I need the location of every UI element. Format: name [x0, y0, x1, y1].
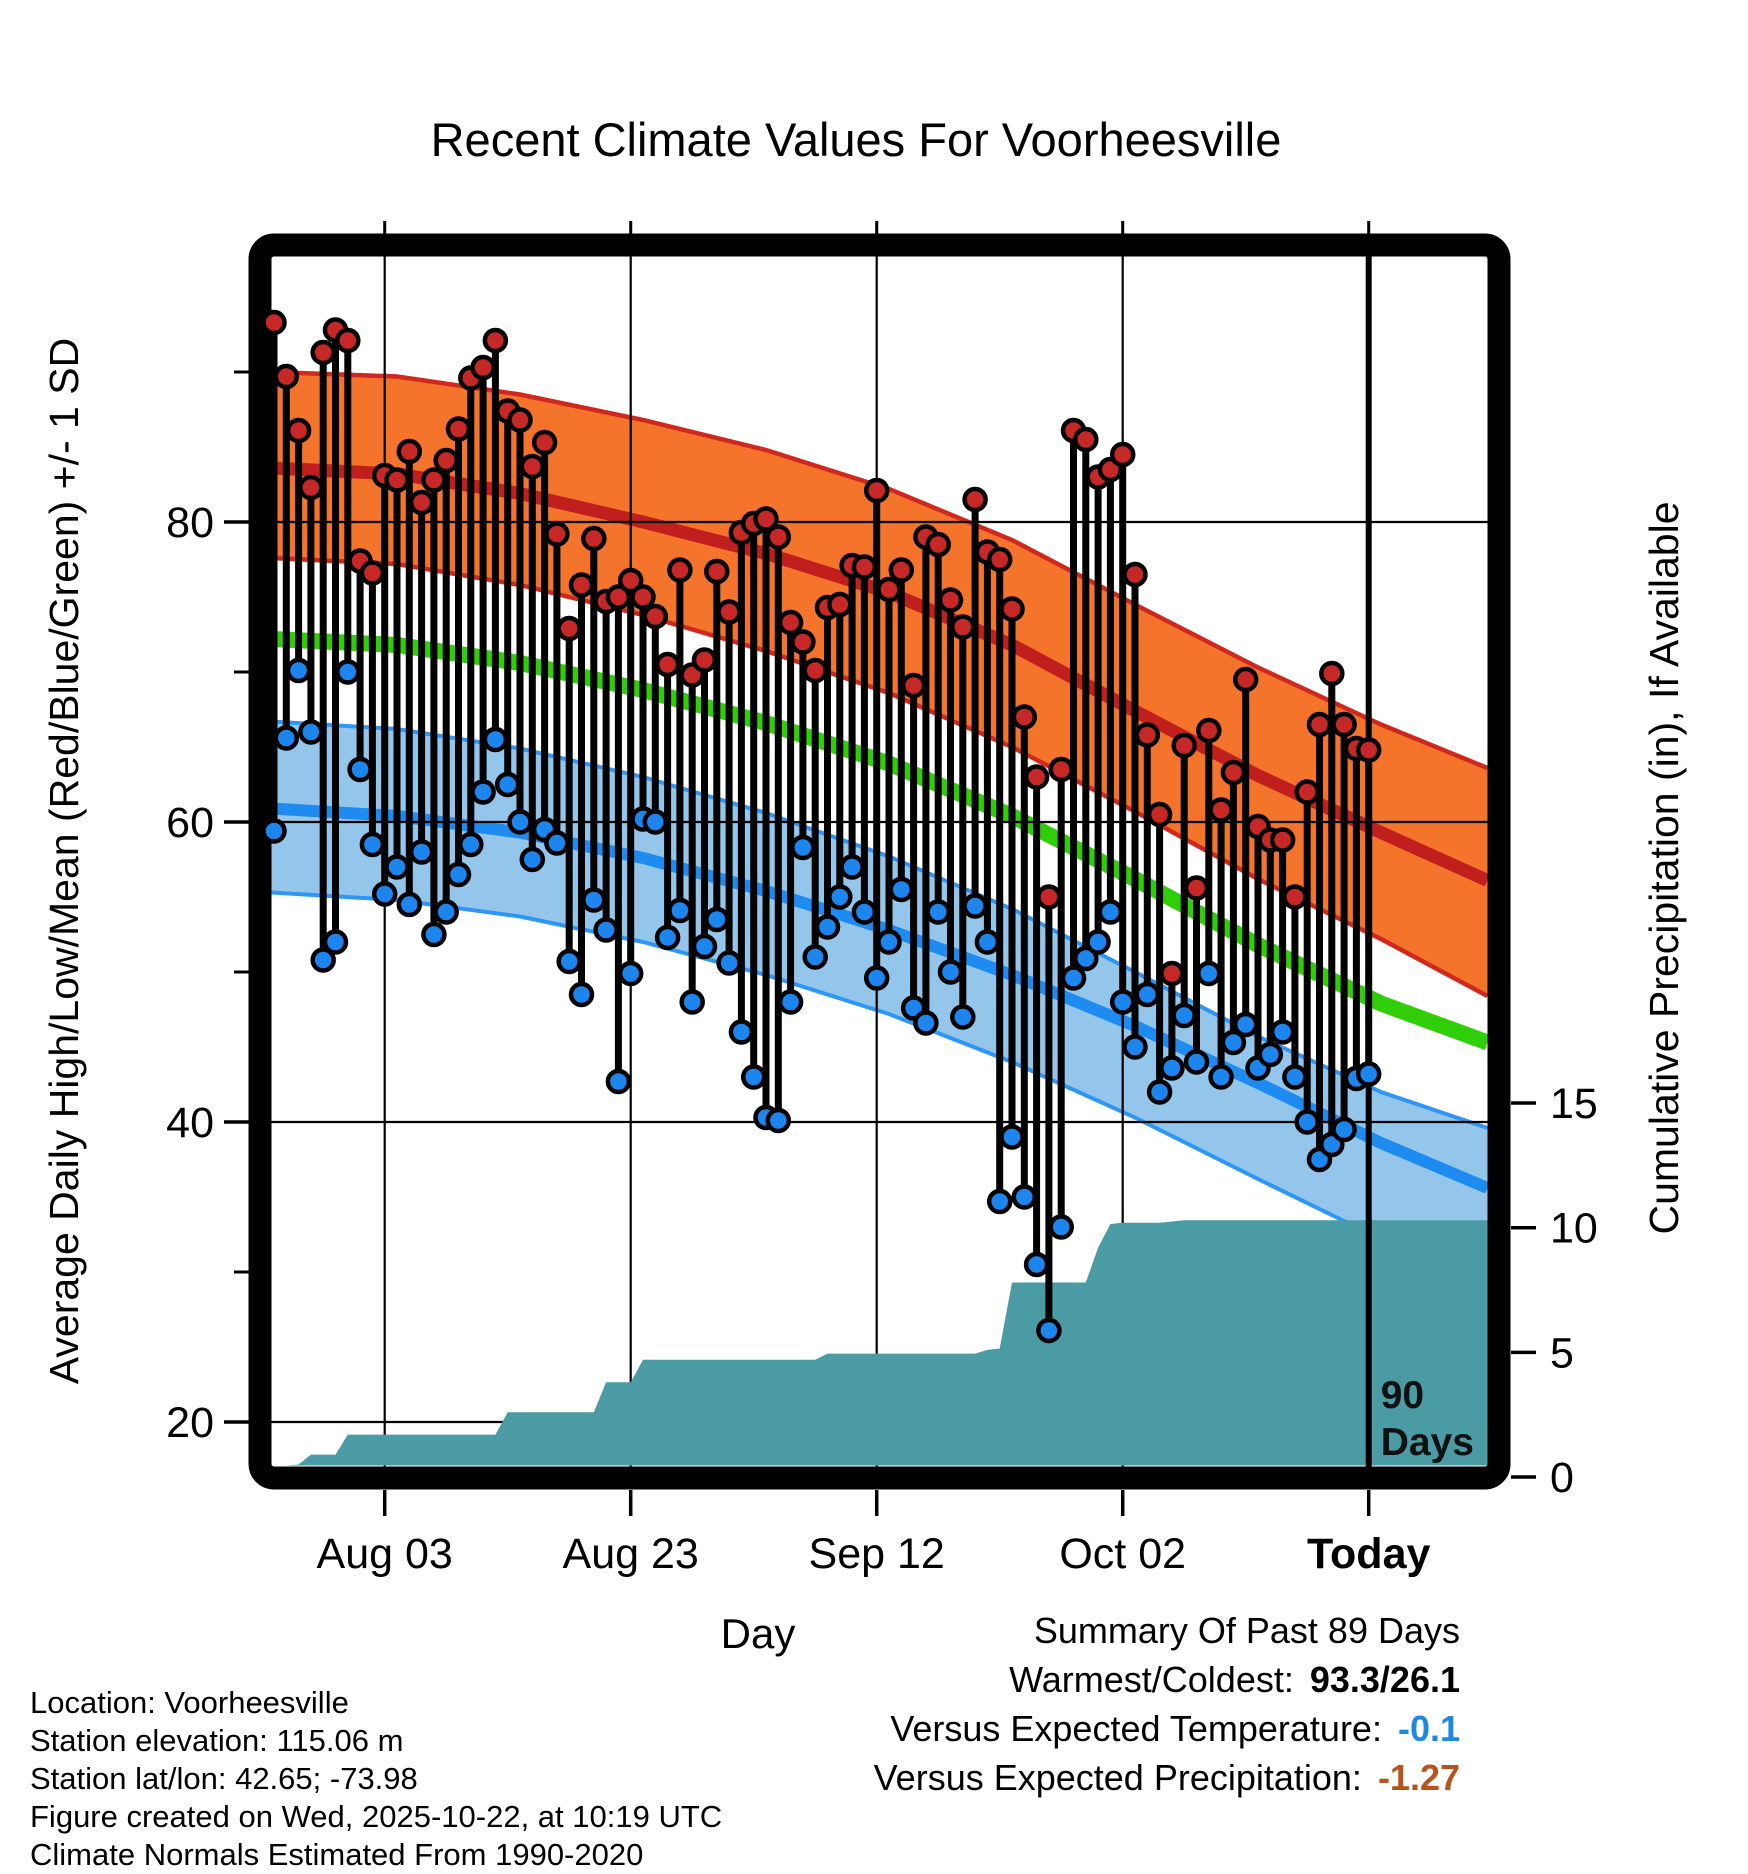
low-dot: [780, 992, 801, 1013]
high-dot: [633, 587, 654, 608]
high-dot: [1211, 800, 1232, 821]
high-dot: [989, 549, 1010, 570]
low-dot: [448, 864, 469, 885]
summary-heading: Summary Of Past 89 Days: [1033, 1610, 1460, 1651]
low-dot: [583, 890, 604, 911]
summary-temp-row: [874, 1704, 1460, 1753]
low-dot: [1211, 1067, 1232, 1088]
high-dot: [522, 456, 543, 477]
low-dot: [1038, 1320, 1059, 1341]
high-dot: [300, 477, 321, 498]
high-dot: [1026, 767, 1047, 788]
low-dot: [928, 902, 949, 923]
high-dot: [719, 602, 740, 623]
high-dot: [706, 561, 727, 582]
low-dot: [473, 782, 494, 803]
high-dot: [387, 470, 408, 491]
low-dot: [645, 812, 666, 833]
high-dot: [337, 330, 358, 351]
high-dot: [854, 557, 875, 578]
high-dot: [1198, 720, 1219, 741]
high-dot: [669, 560, 690, 581]
low-dot: [817, 917, 838, 938]
low-dot: [436, 902, 457, 923]
low-dot: [276, 728, 297, 749]
low-dot: [608, 1071, 629, 1092]
low-dot: [1297, 1112, 1318, 1133]
warmest-value: 93.3/26.1: [1309, 1659, 1460, 1700]
high-dot: [1137, 725, 1158, 746]
low-dot: [940, 962, 961, 983]
station-elevation: Station elevation: 115.06 m: [30, 1723, 404, 1758]
summary-precip-row: [874, 1753, 1460, 1802]
right-tick-label: 5: [1550, 1329, 1574, 1378]
low-dot: [620, 963, 641, 984]
high-dot: [411, 492, 432, 513]
high-dot: [1334, 714, 1355, 735]
high-dot: [866, 480, 887, 501]
low-dot: [719, 953, 740, 974]
low-dot: [1198, 963, 1219, 984]
low-dot: [915, 1013, 936, 1034]
high-dot: [473, 357, 494, 378]
low-dot: [965, 896, 986, 917]
high-dot: [362, 563, 383, 584]
low-dot: [1002, 1127, 1023, 1148]
svg-text:Days: Days: [1380, 1421, 1474, 1464]
right-tick-label: 10: [1550, 1204, 1598, 1253]
low-dot: [706, 909, 727, 930]
right-tick-label: 0: [1550, 1454, 1574, 1502]
low-dot: [1235, 1014, 1256, 1035]
station-latlon: Station lat/lon: 42.65; -73.98: [30, 1761, 418, 1796]
x-tick-label: Aug 03: [316, 1530, 453, 1578]
low-dot: [1137, 984, 1158, 1005]
high-dot: [645, 606, 666, 627]
low-dot: [1358, 1064, 1379, 1085]
high-dot: [399, 441, 420, 462]
right-tick-label: 15: [1550, 1080, 1598, 1129]
vs-temp-value: -0.1: [1397, 1708, 1460, 1749]
high-dot: [583, 528, 604, 549]
high-dot: [879, 579, 900, 600]
high-dot: [264, 312, 285, 333]
high-dot: [1272, 830, 1293, 851]
low-dot: [989, 1191, 1010, 1212]
low-dot: [325, 932, 346, 953]
low-dot: [460, 834, 481, 855]
high-dot: [1235, 669, 1256, 690]
high-dot: [1174, 735, 1195, 756]
vs-precip-value: -1.27: [1377, 1757, 1460, 1798]
low-dot: [952, 1007, 973, 1028]
low-dot: [399, 894, 420, 915]
vs-temp-label: Versus Expected Temperature:: [890, 1708, 1382, 1749]
x-axis-title: Day: [720, 1610, 796, 1657]
high-dot: [1051, 759, 1072, 780]
vs-precip-label: Versus Expected Precipitation:: [873, 1757, 1362, 1798]
low-dot: [596, 920, 617, 941]
low-dot: [842, 857, 863, 878]
x-tick-label: Today: [1306, 1530, 1431, 1578]
low-dot: [510, 812, 531, 833]
svg-text:90: 90: [1380, 1374, 1425, 1417]
high-dot: [768, 527, 789, 548]
high-dot: [423, 470, 444, 491]
left-tick-label: 40: [166, 1099, 214, 1147]
high-dot: [805, 660, 826, 681]
low-dot: [879, 932, 900, 953]
high-dot: [792, 632, 813, 653]
low-dot: [1026, 1254, 1047, 1275]
high-dot: [1284, 887, 1305, 908]
station-info: [30, 1684, 722, 1874]
x-tick-label: Sep 12: [808, 1530, 945, 1578]
left-tick-label: 20: [166, 1399, 214, 1447]
y-left-axis-title: Average Daily High/Low/Mean (Red/Blue/Green) +/- 1 SD: [41, 337, 87, 1385]
left-tick-label: 80: [166, 499, 214, 547]
low-dot: [829, 887, 850, 908]
low-dot: [350, 759, 371, 780]
low-dot: [854, 902, 875, 923]
low-dot: [866, 968, 887, 989]
low-dot: [423, 924, 444, 945]
low-dot: [1088, 932, 1109, 953]
low-dot: [1272, 1022, 1293, 1043]
high-dot: [657, 654, 678, 675]
warmest-label: Warmest/Coldest:: [1009, 1659, 1294, 1700]
high-dot: [1321, 663, 1342, 684]
figure-created: Figure created on Wed, 2025-10-22, at 10:19 UTC: [30, 1799, 723, 1834]
low-dot: [1125, 1037, 1146, 1058]
low-dot: [805, 947, 826, 968]
station-location: Location: Voorheesville: [30, 1685, 349, 1720]
low-dot: [387, 857, 408, 878]
high-dot: [694, 650, 715, 671]
low-dot: [1174, 1005, 1195, 1026]
low-dot: [546, 833, 567, 854]
y-right-axis-title: Cumulative Precipitation (in), If Available: [1641, 501, 1687, 1235]
high-dot: [1297, 782, 1318, 803]
high-dot: [485, 330, 506, 351]
low-dot: [1014, 1187, 1035, 1208]
high-dot: [1223, 762, 1244, 783]
low-dot: [743, 1067, 764, 1088]
low-dot: [731, 1022, 752, 1043]
low-dot: [1051, 1217, 1072, 1238]
low-dot: [891, 879, 912, 900]
high-dot: [903, 675, 924, 696]
high-dot: [1358, 740, 1379, 761]
high-dot: [1161, 963, 1182, 984]
summary-block: [874, 1606, 1460, 1802]
precip-area: [272, 1220, 1488, 1465]
chart-title: Recent Climate Values For Voorheesville: [430, 113, 1282, 166]
high-dot: [1149, 804, 1170, 825]
high-dot: [1038, 887, 1059, 908]
high-dot: [891, 560, 912, 581]
low-dot: [362, 834, 383, 855]
high-dot: [952, 617, 973, 638]
high-dot: [546, 524, 567, 545]
low-dot: [497, 774, 518, 795]
summary-warmest-row: [874, 1655, 1460, 1704]
high-dot: [559, 618, 580, 639]
low-dot: [768, 1110, 789, 1131]
high-dot: [313, 342, 334, 363]
high-dot: [1002, 599, 1023, 620]
high-dot: [1112, 444, 1133, 465]
low-dot: [264, 821, 285, 842]
x-tick-label: Aug 23: [562, 1530, 699, 1578]
high-dot: [1309, 714, 1330, 735]
high-dot: [1125, 564, 1146, 585]
left-tick-label: 60: [166, 799, 214, 847]
low-dot: [374, 884, 395, 905]
high-dot: [448, 419, 469, 440]
high-dot: [276, 366, 297, 387]
low-dot: [1112, 992, 1133, 1013]
low-dot: [288, 660, 309, 681]
high-dot: [928, 534, 949, 555]
low-dot: [411, 842, 432, 863]
high-dot: [288, 420, 309, 441]
high-dot: [1186, 878, 1207, 899]
low-dot: [1186, 1052, 1207, 1073]
low-dot: [1149, 1082, 1170, 1103]
low-dot: [522, 849, 543, 870]
high-dot: [510, 410, 531, 431]
low-dot: [1284, 1067, 1305, 1088]
low-dot: [1334, 1119, 1355, 1140]
low-dot: [300, 722, 321, 743]
low-dot: [657, 927, 678, 948]
low-dot: [1063, 968, 1084, 989]
low-dot: [1100, 902, 1121, 923]
high-dot: [571, 575, 592, 596]
high-dot: [780, 612, 801, 633]
high-dot: [534, 432, 555, 453]
x-tick-label: Oct 02: [1059, 1530, 1187, 1578]
low-dot: [485, 729, 506, 750]
high-dot: [829, 594, 850, 615]
low-dot: [337, 662, 358, 683]
low-dot: [977, 932, 998, 953]
low-dot: [1161, 1058, 1182, 1079]
climate-normals-note: Climate Normals Estimated From 1990-2020: [30, 1837, 644, 1872]
low-dot: [694, 936, 715, 957]
high-dot: [436, 450, 457, 471]
low-dot: [792, 837, 813, 858]
high-dot: [1075, 429, 1096, 450]
high-dot: [940, 590, 961, 611]
low-dot: [1260, 1044, 1281, 1065]
low-dot: [571, 984, 592, 1005]
low-dot: [669, 900, 690, 921]
low-dot: [682, 992, 703, 1013]
high-dot: [965, 489, 986, 510]
low-dot: [559, 951, 580, 972]
high-dot: [1014, 707, 1035, 728]
